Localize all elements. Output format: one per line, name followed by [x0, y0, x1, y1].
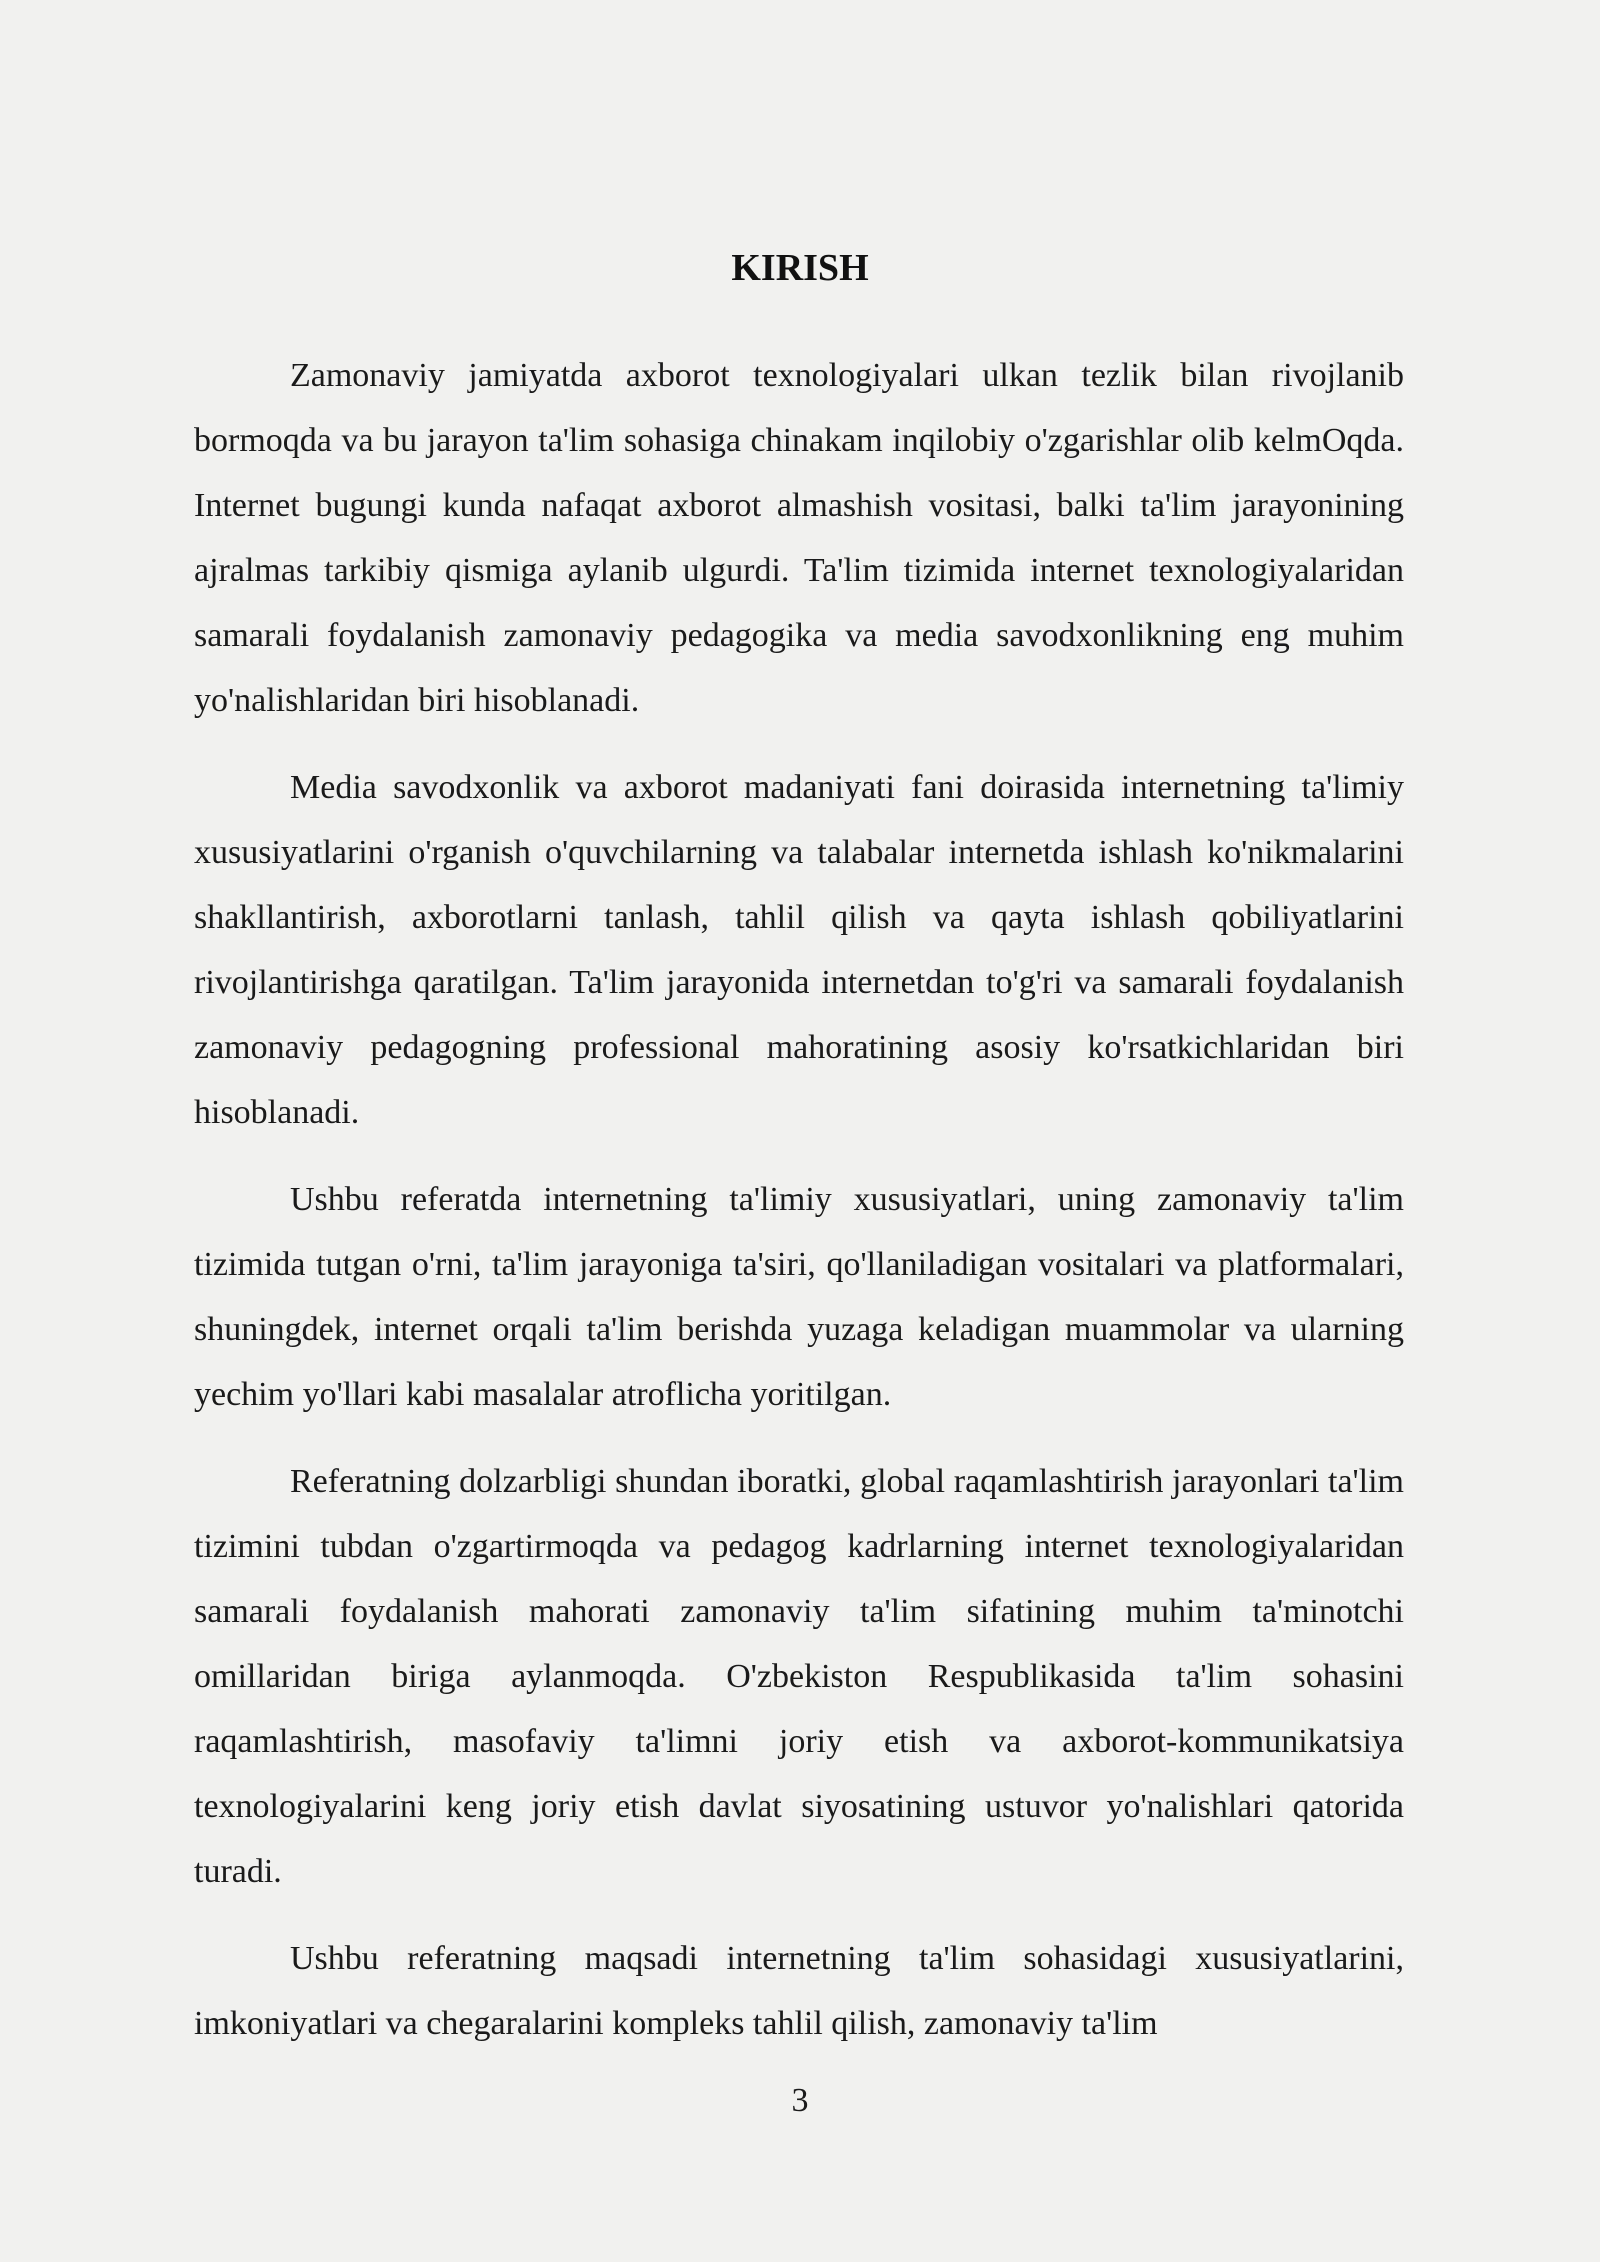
- paragraph-2: Media savodxonlik va axborot madaniyati fani doirasida internetning ta'limiy xususiyatlarini o'rganish o'quvchilarning va talabalar internetda ishlash ko'nikmalarini shakllantirish, axborotlarni tanlash, tahlil qilish va qayta ishlash qobiliyatlarini rivojlantirishga qaratilgan. Ta'lim jarayonida internetdan to'g'ri va samarali foydalanish zamonaviy pedagogning professional mahoratining asosiy ko'rsatkichlaridan biri hisoblanadi.: [194, 769, 1404, 1131]
- page-number: 3: [791, 2082, 809, 2119]
- paragraph-3: Ushbu referatda internetning ta'limiy xususiyatlari, uning zamonaviy ta'lim tizimida tutgan o'rni, ta'lim jarayoniga ta'siri, qo'llaniladigan vositalari va platformalari, shuningdek, internet orqali ta'lim berishda yuzaga keladigan muammolar va ularning yechim yo'llari kabi masalalar atroflicha yoritilgan.: [194, 1181, 1404, 1413]
- paragraph-4: Referatning dolzarbligi shundan iboratki, global raqamlashtirish jarayonlari ta'lim tizimini tubdan o'zgartirmoqda va pedagog kadrlarning internet texnologiyalaridan samarali foydalanish mahorati zamonaviy ta'lim sifatining muhim ta'minotchi omillaridan biriga aylanmoqda. O'zbekiston Respublikasida ta'lim sohasini raqamlashtirish, masofaviy ta'limni joriy etish va axborot-kommunikatsiya texnologiyalarini keng joriy etish davlat siyosatining ustuvor yo'nalishlari qatorida turadi.: [194, 1463, 1404, 1890]
- paragraph-1: Zamonaviy jamiyatda axborot texnologiyalari ulkan tezlik bilan rivojlanib bormoqda va bu jarayon ta'lim sohasiga chinakam inqilobiy o'zgarishlar olib kelmOqda. Internet bugungi kunda nafaqat axborot almashish vositasi, balki ta'lim jarayonining ajralmas tarkibiy qismiga aylanib ulgurdi. Ta'lim tizimida internet texnologiyalaridan samarali foydalanish zamonaviy pedagogika va media savodxonlikning eng muhim yo'nalishlaridan biri hisoblanadi.: [194, 357, 1404, 719]
- page-title: KIRISH: [731, 247, 869, 289]
- body-text: [194, 343, 1404, 2078]
- paragraph-5: Ushbu referatning maqsadi internetning ta'lim sohasidagi xususiyatlarini, imkoniyatlari va chegaralarini kompleks tahlil qilish, zamonaviy ta'lim: [194, 1940, 1404, 2042]
